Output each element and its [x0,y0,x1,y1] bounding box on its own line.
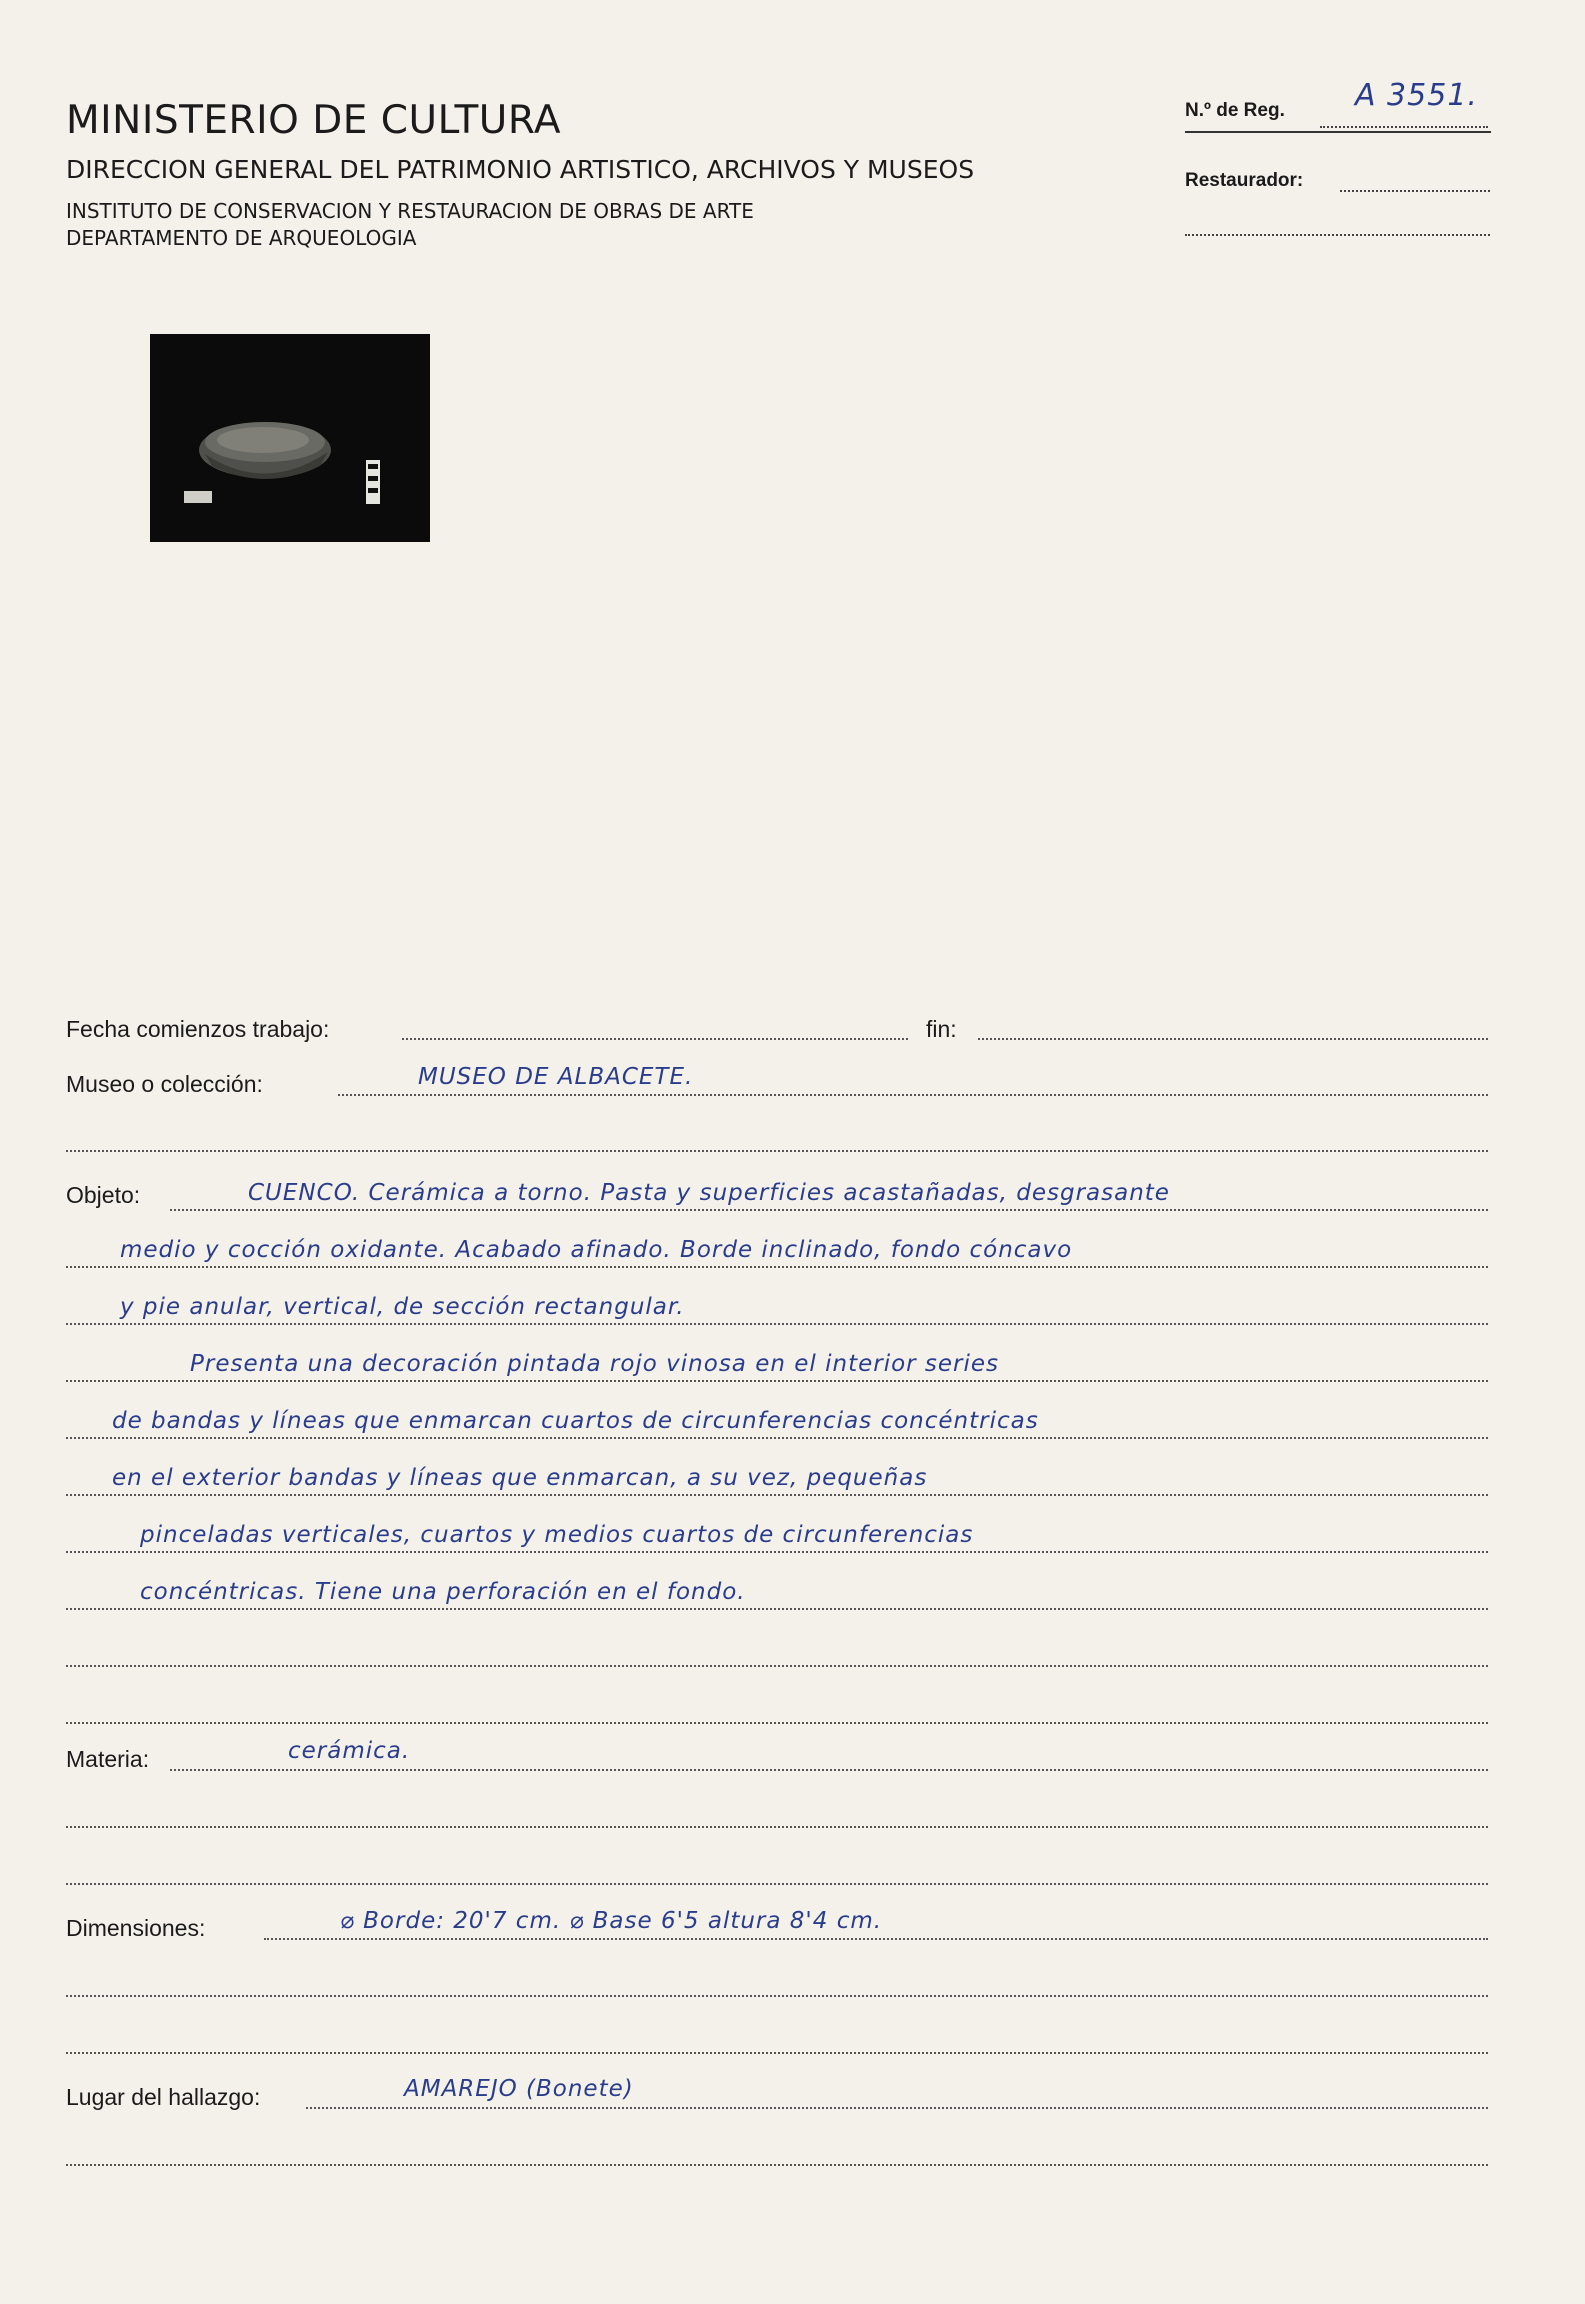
object-text-line: Presenta una decoración pintada rojo vinosa en el interior series [190,1351,1000,1377]
dimensions-field-line-3[interactable] [66,2052,1488,2054]
registry-number: A 3551. [1355,78,1478,113]
place-label: Lugar del hallazgo: [66,2084,261,2110]
object-line-rule[interactable] [66,1608,1488,1610]
ministry-title: MINISTERIO DE CULTURA [66,98,562,143]
registry-underline [1185,131,1491,133]
department-title: DEPARTAMENTO DE ARQUEOLOGIA [66,226,417,250]
bowl-photo-image [150,334,430,542]
dimensions-value: ⌀ Borde: 20'7 cm. ⌀ Base 6'5 altura 8'4 cm. [340,1908,883,1934]
object-line-rule[interactable] [66,1380,1488,1382]
directorate-title: DIRECCION GENERAL DEL PATRIMONIO ARTISTICO, ARCHIVOS Y MUSEOS [66,155,975,184]
object-text-line: medio y cocción oxidante. Acabado afinado. Borde inclinado, fondo cóncavo [120,1237,1073,1263]
museum-field[interactable] [338,1094,1488,1096]
end-date-label: fin: [926,1016,957,1042]
object-line-rule[interactable] [66,1323,1488,1325]
object-text-line: CUENCO. Cerámica a torno. Pasta y superficies acastañadas, desgrasante [248,1180,1170,1206]
registry-line [1320,126,1488,128]
start-date-field[interactable] [402,1038,908,1040]
material-field[interactable] [170,1769,1488,1771]
object-text-line: en el exterior bandas y líneas que enmarcan, a su vez, pequeñas [112,1465,928,1491]
object-text-line: concéntricas. Tiene una perforación en el fondo. [140,1579,746,1605]
institute-title: INSTITUTO DE CONSERVACION Y RESTAURACION DE OBRAS DE ARTE [66,199,754,223]
end-date-field[interactable] [978,1038,1488,1040]
object-text-line: y pie anular, vertical, de sección rectangular. [120,1294,685,1320]
registry-label: N.º de Reg. [1185,100,1285,121]
dimensions-field[interactable] [264,1938,1488,1940]
material-field-line-3[interactable] [66,1883,1488,1885]
museum-value: MUSEO DE ALBACETE. [418,1064,694,1090]
object-label: Objeto: [66,1182,141,1208]
object-text-line: de bandas y líneas que enmarcan cuartos de circunferencias concéntricas [112,1408,1039,1434]
restorer-line [1340,190,1490,192]
place-value: AMAREJO (Bonete) [404,2076,634,2102]
object-line-rule[interactable] [66,1494,1488,1496]
object-line-rule[interactable] [170,1209,1488,1211]
object-line-rule[interactable] [66,1266,1488,1268]
object-photo [150,334,430,542]
museum-field-line-2[interactable] [66,1150,1488,1152]
museum-label: Museo o colección: [66,1071,263,1097]
material-field-line-2[interactable] [66,1826,1488,1828]
place-field[interactable] [306,2107,1488,2109]
restorer-label: Restaurador: [1185,170,1304,191]
object-line-rule[interactable] [66,1437,1488,1439]
object-text-line: pinceladas verticales, cuartos y medios cuartos de circunferencias [140,1522,974,1548]
restorer-line-2 [1185,234,1490,236]
place-field-line-2[interactable] [66,2164,1488,2166]
dimensions-label: Dimensiones: [66,1915,206,1941]
start-date-label: Fecha comienzos trabajo: [66,1016,330,1042]
object-line-rule[interactable] [66,1551,1488,1553]
material-label: Materia: [66,1746,150,1772]
object-line-rule[interactable] [66,1665,1488,1667]
object-line-rule[interactable] [66,1722,1488,1724]
dimensions-field-line-2[interactable] [66,1995,1488,1997]
material-value: cerámica. [288,1738,411,1764]
